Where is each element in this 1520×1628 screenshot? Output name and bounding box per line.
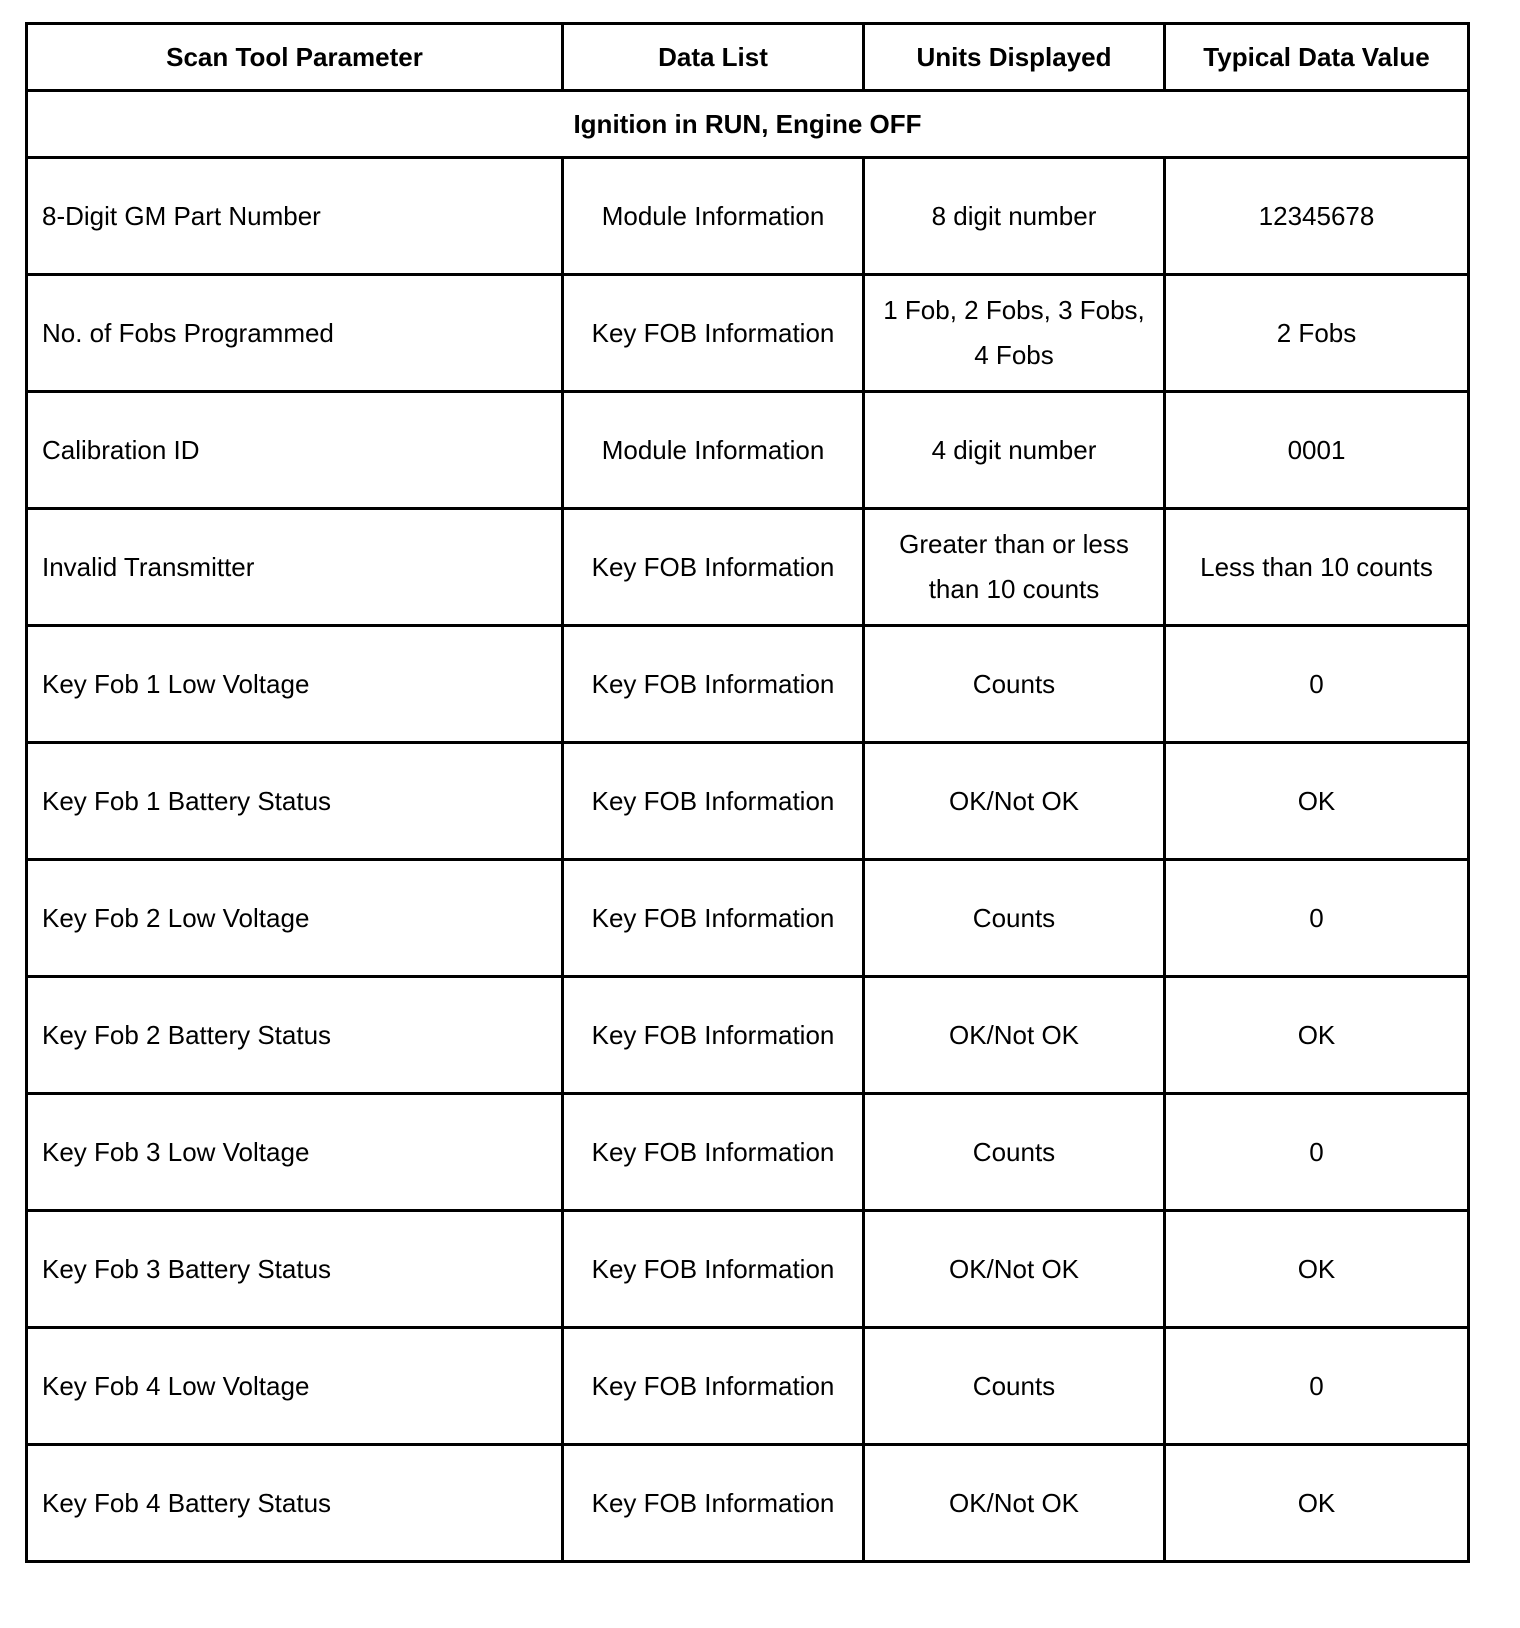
units-cell: OK/Not OK — [864, 1211, 1165, 1328]
table-row — [27, 626, 1469, 743]
table-row — [27, 1211, 1469, 1328]
parameter-cell: No. of Fobs Programmed — [27, 275, 563, 392]
typical-value-cell: 0 — [1165, 860, 1469, 977]
parameter-cell: 8-Digit GM Part Number — [27, 158, 563, 275]
table-row — [27, 743, 1469, 860]
data-list-cell: Module Information — [563, 158, 864, 275]
data-list-cell: Key FOB Information — [563, 626, 864, 743]
table-row — [27, 1094, 1469, 1211]
parameter-cell: Key Fob 2 Battery Status — [27, 977, 563, 1094]
section-title: Ignition in RUN, Engine OFF — [27, 91, 1469, 158]
units-cell: Counts — [864, 626, 1165, 743]
typical-value-cell: OK — [1165, 977, 1469, 1094]
units-cell: OK/Not OK — [864, 977, 1165, 1094]
data-list-cell: Key FOB Information — [563, 743, 864, 860]
data-list-cell: Key FOB Information — [563, 977, 864, 1094]
units-cell: Greater than or less than 10 counts — [864, 509, 1165, 626]
typical-value-cell: 0 — [1165, 1094, 1469, 1211]
data-list-cell: Key FOB Information — [563, 275, 864, 392]
table-row — [27, 275, 1469, 392]
data-list-cell: Key FOB Information — [563, 1211, 864, 1328]
typical-value-cell: 12345678 — [1165, 158, 1469, 275]
units-cell: 4 digit number — [864, 392, 1165, 509]
section-row — [27, 91, 1469, 158]
header-units-displayed: Units Displayed — [864, 24, 1165, 91]
units-cell: OK/Not OK — [864, 1445, 1165, 1562]
parameter-cell: Key Fob 3 Battery Status — [27, 1211, 563, 1328]
parameter-cell: Key Fob 2 Low Voltage — [27, 860, 563, 977]
data-list-cell: Key FOB Information — [563, 509, 864, 626]
header-typical-data-value: Typical Data Value — [1165, 24, 1469, 91]
header-scan-tool-parameter: Scan Tool Parameter — [27, 24, 563, 91]
typical-value-cell: OK — [1165, 1211, 1469, 1328]
typical-value-cell: OK — [1165, 743, 1469, 860]
typical-value-cell: 0001 — [1165, 392, 1469, 509]
table-row — [27, 860, 1469, 977]
parameter-cell: Key Fob 4 Low Voltage — [27, 1328, 563, 1445]
typical-value-cell: Less than 10 counts — [1165, 509, 1469, 626]
typical-value-cell: 0 — [1165, 626, 1469, 743]
scan-tool-data-table — [25, 22, 1470, 1563]
table-row — [27, 1445, 1469, 1562]
typical-value-cell: 0 — [1165, 1328, 1469, 1445]
typical-value-cell: 2 Fobs — [1165, 275, 1469, 392]
table-row — [27, 158, 1469, 275]
typical-value-cell: OK — [1165, 1445, 1469, 1562]
data-list-cell: Module Information — [563, 392, 864, 509]
units-cell: Counts — [864, 1094, 1165, 1211]
table-header-row — [27, 24, 1469, 91]
table-row — [27, 977, 1469, 1094]
parameter-cell: Invalid Transmitter — [27, 509, 563, 626]
parameter-cell: Key Fob 3 Low Voltage — [27, 1094, 563, 1211]
header-data-list: Data List — [563, 24, 864, 91]
units-cell: 8 digit number — [864, 158, 1165, 275]
data-list-cell: Key FOB Information — [563, 1445, 864, 1562]
parameter-cell: Key Fob 1 Low Voltage — [27, 626, 563, 743]
data-list-cell: Key FOB Information — [563, 1094, 864, 1211]
units-cell: 1 Fob, 2 Fobs, 3 Fobs, 4 Fobs — [864, 275, 1165, 392]
table-row — [27, 392, 1469, 509]
parameter-cell: Key Fob 4 Battery Status — [27, 1445, 563, 1562]
table-row — [27, 509, 1469, 626]
parameter-cell: Key Fob 1 Battery Status — [27, 743, 563, 860]
units-cell: Counts — [864, 860, 1165, 977]
data-list-cell: Key FOB Information — [563, 1328, 864, 1445]
data-list-cell: Key FOB Information — [563, 860, 864, 977]
units-cell: Counts — [864, 1328, 1165, 1445]
table-row — [27, 1328, 1469, 1445]
parameter-cell: Calibration ID — [27, 392, 563, 509]
units-cell: OK/Not OK — [864, 743, 1165, 860]
